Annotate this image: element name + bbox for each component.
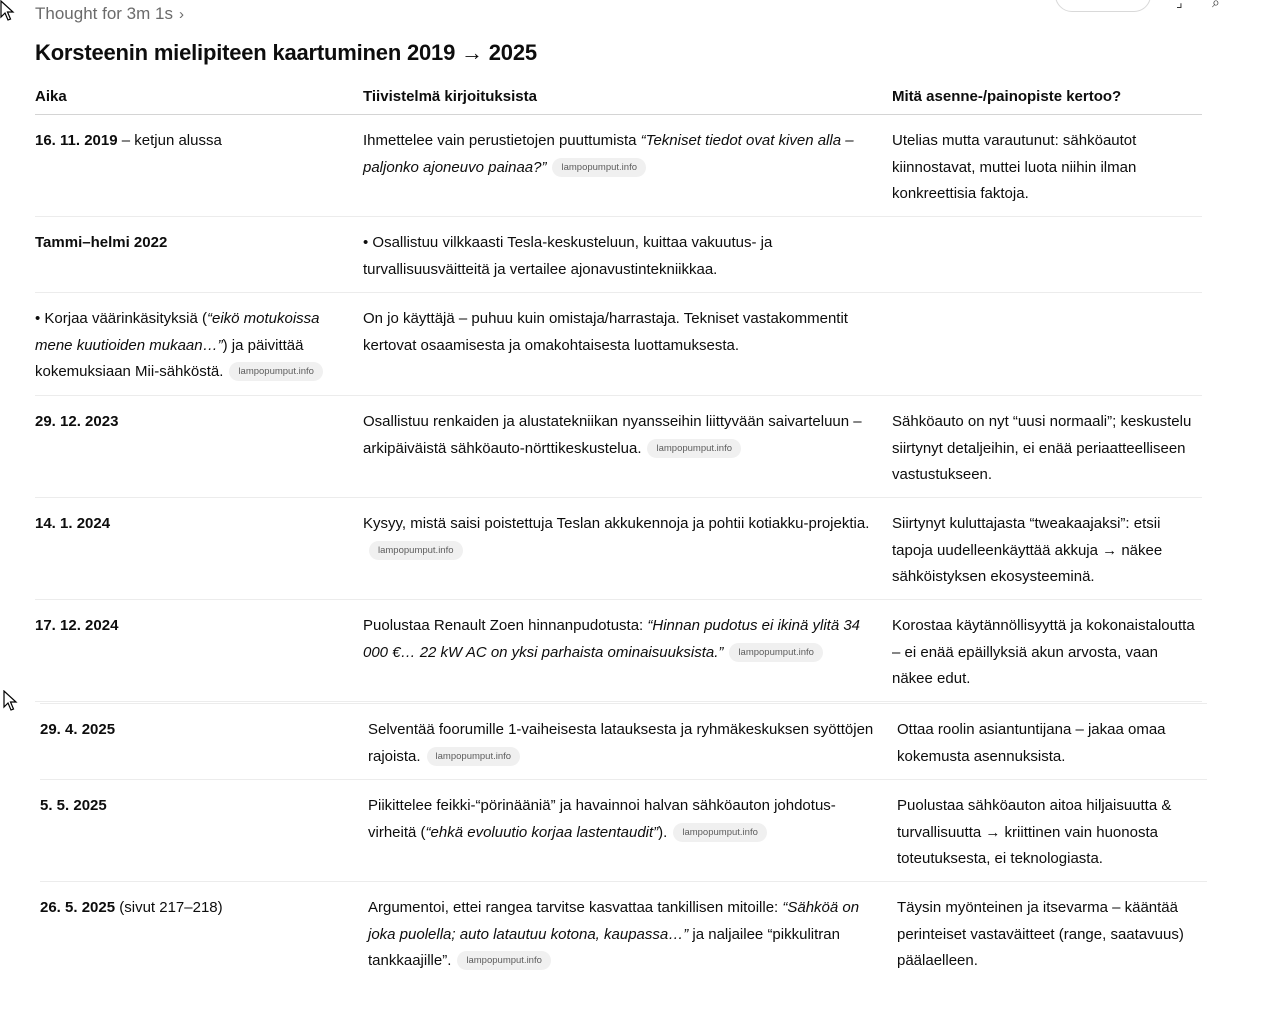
summary-cell: On jo käyttäjä – puhuu kuin omistaja/harrastaja. Tekniset vastakommentit kertovat osaamisesta ja omakohtaisesta luottamuksesta. <box>363 310 848 354</box>
table-row <box>35 396 1202 498</box>
summary-cell: Selventää foorumille 1-vaiheisesta latauksesta ja ryhmäkeskuksen syöttöjen rajoista. lampopumput.info <box>368 721 874 765</box>
time-cell: 26. 5. 2025 (sivut 217–218) <box>40 899 223 916</box>
toolbar-icon[interactable]: ⌟ <box>1176 0 1183 10</box>
source-badge[interactable]: lampopumput.info <box>427 747 521 766</box>
time-cell: 14. 1. 2024 <box>35 515 111 532</box>
table-row <box>40 882 1207 983</box>
attitude-cell <box>892 293 1202 395</box>
table-row <box>35 293 1202 396</box>
thought-label: Thought for 3m 1s <box>35 4 173 23</box>
table-row <box>40 704 1207 780</box>
source-badge[interactable]: lampopumput.info <box>229 362 323 381</box>
mouse-cursor-icon <box>0 0 16 22</box>
attitude-cell: Täysin myönteinen ja itsevarma – kääntää perinteiset vastaväitteet (range, saatavuus) päälaelleen. <box>897 899 1184 969</box>
time-cell: Tammi–helmi 2022 <box>35 234 168 251</box>
source-badge[interactable]: lampopumput.info <box>369 541 463 560</box>
attitude-cell: Korostaa käytännöllisyyttä ja kokonaistaloutta – ei enää epäillyksiä akun arvosta, vaan näkee edut. <box>892 617 1195 687</box>
source-badge[interactable]: lampopumput.info <box>729 643 823 662</box>
source-badge[interactable]: lampopumput.info <box>647 439 741 458</box>
chevron-right-icon: › <box>178 5 184 23</box>
attitude-cell: Utelias mutta varautunut: sähköautot kiinnostavat, muttei luota niihin ilman konkreettisia faktoja. <box>892 132 1137 202</box>
source-badge[interactable]: lampopumput.info <box>552 158 646 177</box>
table-row <box>40 780 1207 882</box>
thought-toggle[interactable] <box>35 4 184 24</box>
timeline-table-continued <box>40 703 1207 983</box>
summary-cell: Osallistuu renkaiden ja alustatekniikan nyansseihin liittyvään saivarteluun – arkipäiväistä sähköauto-nörttikeskustelua. lampopumput.info <box>363 413 862 457</box>
source-badge[interactable]: lampopumput.info <box>457 951 551 970</box>
attitude-cell: Ottaa roolin asiantuntijana – jakaa omaa kokemusta asennuksista. <box>897 721 1166 765</box>
time-cell: 16. 11. 2019 – ketjun alussa <box>35 132 222 149</box>
summary-cell: Ihmettelee vain perustietojen puuttumista “Tekniset tiedot ovat kiven alla – paljonko ajoneuvo painaa?” lampopumput.info <box>363 132 854 176</box>
source-badge[interactable]: lampopumput.info <box>673 823 767 842</box>
timeline-table <box>35 82 1202 702</box>
time-cell: 17. 12. 2024 <box>35 617 119 634</box>
attitude-cell <box>892 217 1202 292</box>
attitude-cell: Siirtynyt kuluttajasta “tweakaajaksi”: etsii tapoja uudelleenkäyttää akkuja → näkee sähköistyksen ekosysteeminä. <box>892 515 1163 585</box>
section-title: Korsteenin mielipiteen kaartuminen 2019 → 2025 <box>35 40 537 65</box>
column-header: Tiivistelmä kirjoituksista <box>363 88 537 105</box>
top-pill-button[interactable] <box>1055 0 1151 12</box>
table-row <box>35 600 1202 702</box>
mouse-cursor-icon <box>3 690 19 712</box>
time-cell: 5. 5. 2025 <box>40 797 107 814</box>
summary-cell: Kysyy, mistä saisi poistettuja Teslan akkukennoja ja pohtii kotiakku-projektia.lampopumput.info <box>363 498 892 599</box>
table-header-row <box>35 82 1202 115</box>
time-cell: 29. 12. 2023 <box>35 413 119 430</box>
column-header: Mitä asenne-/painopiste kertoo? <box>892 88 1122 105</box>
attitude-cell: Puolustaa sähköauton aitoa hiljaisuutta & turvallisuutta → kriittinen vain huonosta toteutuksesta, ei teknologiasta. <box>897 797 1172 867</box>
summary-cell: • Osallistuu vilkkaasti Tesla-keskusteluun, kuittaa vakuutus- ja turvallisuusväitteitä ja vertailee ajonavustintekniikkaa. <box>363 234 773 278</box>
time-cell: 29. 4. 2025 <box>40 721 116 738</box>
table-row <box>35 498 1202 600</box>
summary-cell: Puolustaa Renault Zoen hinnanpudotusta: “Hinnan pudotus ei ikinä ylitä 34 000 €… 22 kW AC on yksi parhaista ominaisuuksista.” lampopumput.info <box>363 617 861 661</box>
column-header: Aika <box>35 88 67 105</box>
search-icon[interactable]: ⌕ <box>1212 0 1220 10</box>
time-cell: • Korjaa väärinkäsityksiä (“eikö motukoissa mene kuutioiden mukaan…”) ja päivittää kokemuksiaan Mii-sähköstä. lampopumput.info <box>35 293 363 395</box>
summary-cell: Argumentoi, ettei rangea tarvitse kasvattaa tankillisen mitoille: “Sähköä on joka puolella; auto latautuu kotona, kaupassa…” ja naljailee “pikkulitran tankkaajille”. lampopumput.info <box>368 899 860 969</box>
table-row <box>35 115 1202 217</box>
summary-cell: Piikittelee feikki-“pörinääniä” ja havainnoi halvan sähköauton johdotus-virheitä (“ehkä evoluutio korjaa lastentaudit”). lampopumput.info <box>368 797 836 841</box>
attitude-cell: Sähköauto on nyt “uusi normaali”; keskustelu siirtynyt detaljeihin, ei enää periaatteelliseen vastustukseen. <box>892 413 1192 483</box>
table-row <box>35 217 1202 293</box>
